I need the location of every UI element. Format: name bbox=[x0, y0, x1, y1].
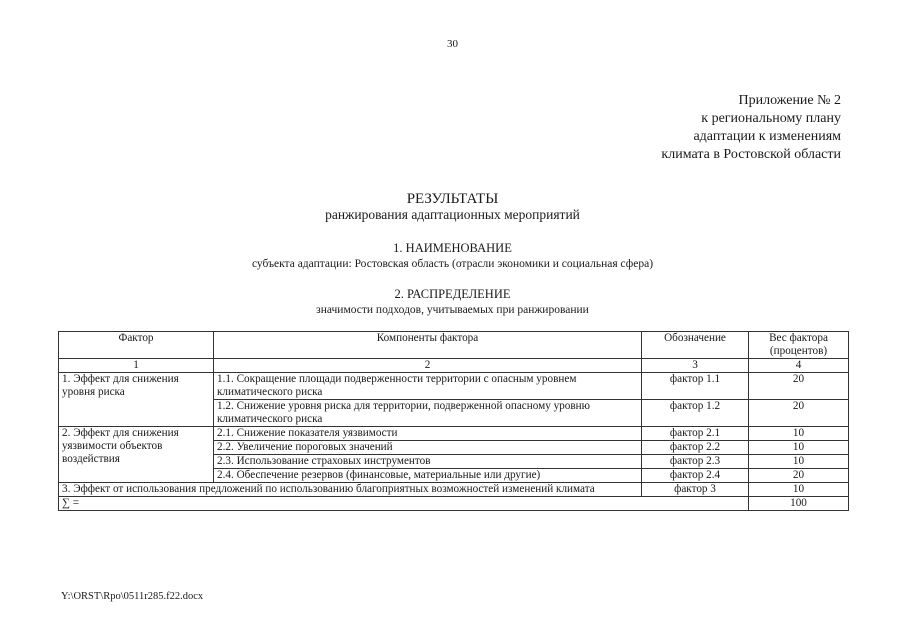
weight-cell: 20 bbox=[749, 373, 849, 400]
table-header-row bbox=[59, 332, 849, 359]
header-weight: Вес фактора (процентов) bbox=[749, 332, 849, 359]
weight-cell: 20 bbox=[749, 400, 849, 427]
table-row bbox=[59, 483, 849, 497]
section2-heading: 2. РАСПРЕДЕЛЕНИЕ bbox=[394, 287, 511, 301]
appendix-line: к региональному плану bbox=[701, 111, 841, 126]
appendix-header bbox=[541, 92, 841, 164]
factor-cell: 2. Эффект для снижения уязвимости объектов воздействия bbox=[59, 427, 214, 483]
code-cell: фактор 2.1 bbox=[642, 427, 749, 441]
component-cell: 1.1. Сокращение площади подверженности территории с опасным уровнем климатического риска bbox=[214, 373, 642, 400]
component-cell: 2.4. Обеспечение резервов (финансовые, материальные или другие) bbox=[214, 469, 642, 483]
column-number: 2 bbox=[214, 359, 642, 373]
page-number: 30 bbox=[447, 38, 458, 50]
column-numbers-row bbox=[59, 359, 849, 373]
factors-table bbox=[58, 331, 849, 511]
total-weight: 100 bbox=[749, 497, 849, 511]
weight-cell: 10 bbox=[749, 483, 849, 497]
header-components: Компоненты фактора bbox=[214, 332, 642, 359]
section2-text: значимости подходов, учитываемых при ранжировании bbox=[316, 304, 589, 316]
code-cell: фактор 3 bbox=[642, 483, 749, 497]
header-code: Обозначение bbox=[642, 332, 749, 359]
code-cell: фактор 2.4 bbox=[642, 469, 749, 483]
column-number: 1 bbox=[59, 359, 214, 373]
total-label: ∑ = bbox=[59, 497, 749, 511]
appendix-line: климата в Ростовской области bbox=[661, 147, 841, 162]
factor-cell: 3. Эффект от использования предложений по использованию благоприятных возможностей изменений климата bbox=[59, 483, 642, 497]
total-row bbox=[59, 497, 849, 511]
header-factor: Фактор bbox=[59, 332, 214, 359]
component-cell: 2.3. Использование страховых инструментов bbox=[214, 455, 642, 469]
weight-cell: 20 bbox=[749, 469, 849, 483]
code-cell: фактор 2.2 bbox=[642, 441, 749, 455]
weight-cell: 10 bbox=[749, 455, 849, 469]
table-row bbox=[59, 427, 849, 441]
weight-cell: 10 bbox=[749, 441, 849, 455]
section1-heading: 1. НАИМЕНОВАНИЕ bbox=[393, 241, 512, 255]
weight-cell: 10 bbox=[749, 427, 849, 441]
document-subtitle: ранжирования адаптационных мероприятий bbox=[325, 207, 580, 222]
section1-text: субъекта адаптации: Ростовская область (отрасли экономики и социальная сфера) bbox=[251, 258, 654, 270]
appendix-line: Приложение № 2 bbox=[738, 93, 841, 108]
code-cell: фактор 1.1 bbox=[642, 373, 749, 400]
document-title: РЕЗУЛЬТАТЫ bbox=[406, 191, 499, 207]
code-cell: фактор 1.2 bbox=[642, 400, 749, 427]
component-cell: 2.2. Увеличение пороговых значений bbox=[214, 441, 642, 455]
code-cell: фактор 2.3 bbox=[642, 455, 749, 469]
file-path-footer: Y:\ORST\Rpo\0511r285.f22.docx bbox=[61, 591, 204, 602]
component-cell: 1.2. Снижение уровня риска для территории, подверженной опасному уровню климатического риска bbox=[214, 400, 642, 427]
table-row bbox=[59, 373, 849, 400]
component-cell: 2.1. Снижение показателя уязвимости bbox=[214, 427, 642, 441]
column-number: 3 bbox=[642, 359, 749, 373]
factor-cell: 1. Эффект для снижения уровня риска bbox=[59, 373, 214, 427]
appendix-line: адаптации к изменениям bbox=[693, 129, 841, 144]
column-number: 4 bbox=[749, 359, 849, 373]
